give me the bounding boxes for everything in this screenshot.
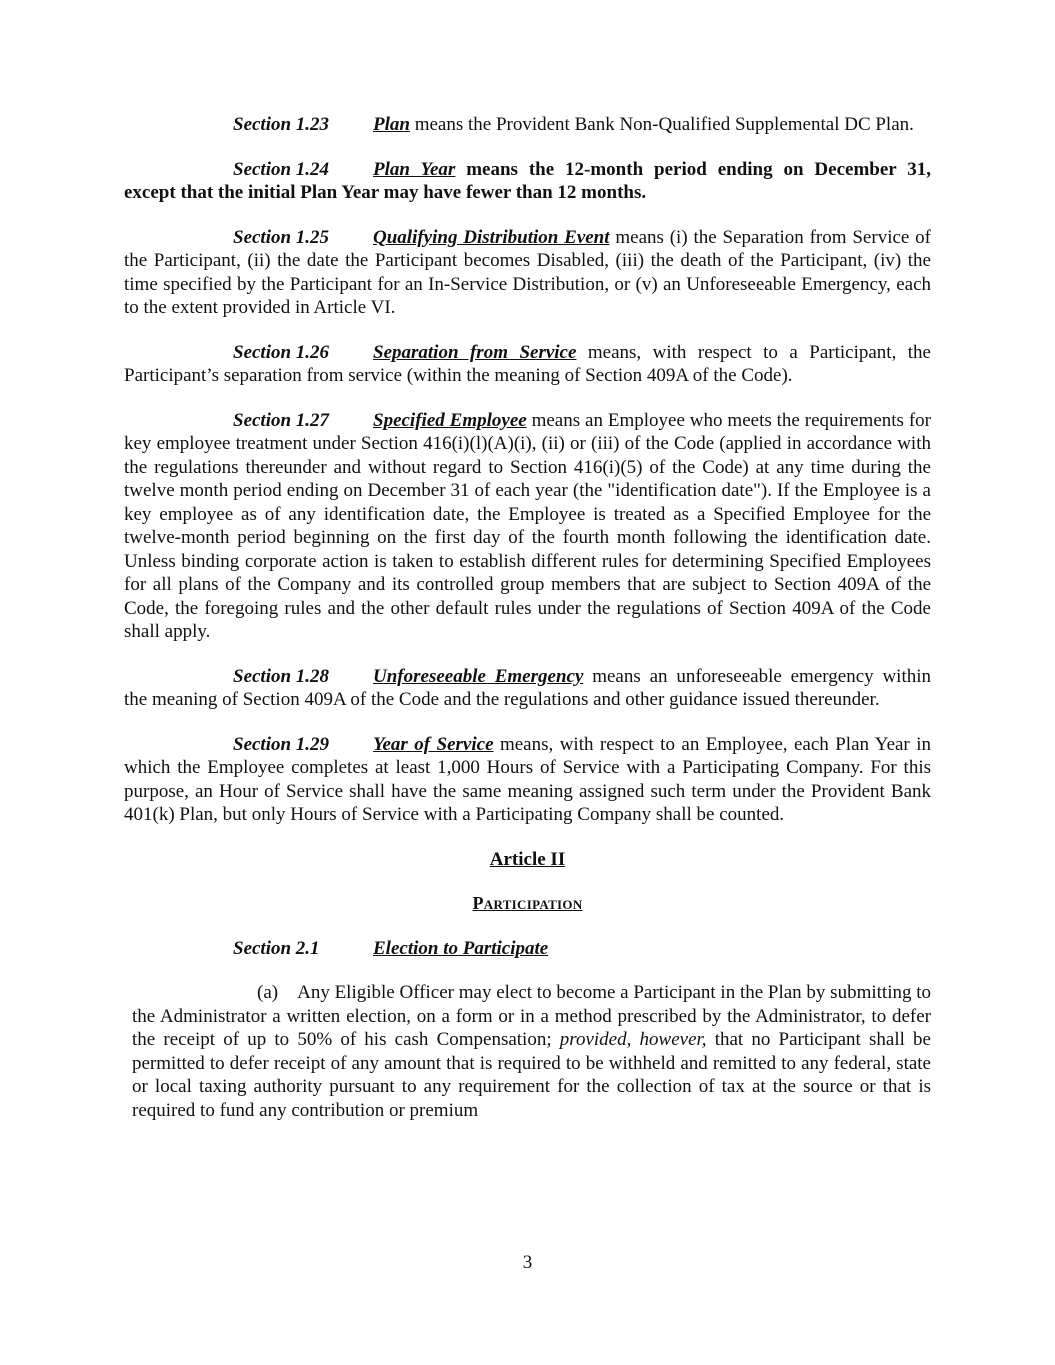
paragraph-text-continued: that no Participant shall be permitted to defer receipt of any amount that is required to be withheld and remitted to any federal, state or local taxing authority pursuant to any requirement for the collection of tax at the source or that is required to fund any contribution or premium: [132, 1029, 931, 1121]
defined-term: Plan: [373, 114, 410, 135]
article-heading: [124, 848, 931, 872]
section-title: Election to Participate: [373, 937, 549, 959]
defined-term: Unforeseeable Emergency: [373, 665, 584, 687]
defined-term: Year of Service: [373, 733, 494, 755]
section-number: Section 1.29: [233, 733, 330, 755]
page-number: 3: [522, 1252, 533, 1273]
definition-text: means, with respect to a Participant, the Participant’s separation from service (within the meaning of Section 409A of the Code).: [124, 341, 931, 386]
article-subheading: [124, 892, 931, 916]
section-number: Section 1.27: [233, 409, 330, 431]
section-number: Section 1.28: [233, 665, 330, 687]
defined-term: Separation from Service: [373, 341, 577, 363]
section-1-25: [124, 226, 931, 320]
defined-term: Specified Employee: [373, 409, 527, 431]
section-1-23: [124, 113, 931, 137]
definition-text: means an unforeseeable emergency within the meaning of Section 409A of the Code and the regulations and other guidance issued thereunder.: [124, 665, 931, 710]
definition-text: means the 12-month period ending on December 31, except that the initial Plan Year may have fewer than 12 months.: [124, 158, 932, 203]
section-1-29: [124, 733, 931, 827]
defined-term: Qualifying Distribution Event: [373, 226, 610, 248]
section-number: Section 1.25: [233, 226, 330, 248]
section-number: Section 1.26: [233, 341, 330, 363]
section-1-27: [124, 409, 931, 644]
document-page: [124, 113, 931, 1122]
section-number: Section 1.24: [233, 158, 330, 180]
definition-text: means (i) the Separation from Service of the Participant, (ii) the date the Participant becomes Disabled, (iii) the death of the Participant, (iv) the time specified by the Participant for an In-Service Distribution, or (v) an Unforeseeable Emergency, each to the extent provided in Article VI.: [124, 226, 931, 318]
section-number: Section 1.23: [233, 114, 330, 135]
definition-text: means the Provident Bank Non-Qualified Supplemental DC Plan.: [409, 114, 914, 135]
defined-term: Plan Year: [373, 158, 456, 180]
definition-text: means an Employee who meets the requirements for key employee treatment under Section 416(i)(l)(A)(i), (ii) or (iii) of the Code (applied in accordance with the regulations thereunder and without regard to Section 416(i)(5) of the Code) at any time during the twelve month period ending on December 31 of each year (the "identification date"). If the Employee is a key employee as of any identification date, the Employee is treated as a Specified Employee for the twelve-month period beginning on the first day of the fourth month following the identification date. Unless binding corporate action is taken to establish different rules for determining Specified Employees for all plans of the Company and its controlled group members that are subject to Section 409A of the Code, the foregoing rules and the other default rules under the regulations of Section 409A of the Code shall apply.: [124, 409, 932, 642]
paragraph-label: (a): [257, 982, 279, 1003]
article-subtitle: Participation: [472, 893, 583, 913]
paragraph-italic: provided, however,: [559, 1029, 707, 1050]
article-title: Article II: [489, 848, 566, 870]
section-1-24: [124, 158, 931, 205]
paragraph-text: Any Eligible Officer may elect to become a Participant in the Plan by submitting to the Administrator a written election, on a form or in a method prescribed by the Administrator, to defer the receipt of up to 50% of his cash Compensation;: [132, 982, 932, 1050]
section-2-1-heading: [124, 937, 931, 961]
section-1-28: [124, 665, 931, 712]
section-1-26: [124, 341, 931, 388]
definition-text: means, with respect to an Employee, each Plan Year in which the Employee completes at least 1,000 Hours of Service with a Participating Company. For this purpose, an Hour of Service shall have the same meaning assigned such term under the Provident Bank 401(k) Plan, but only Hours of Service with a Participating Company shall be counted.: [124, 733, 931, 825]
paragraph-a: [132, 981, 931, 1122]
section-number: Section 2.1: [233, 937, 320, 959]
